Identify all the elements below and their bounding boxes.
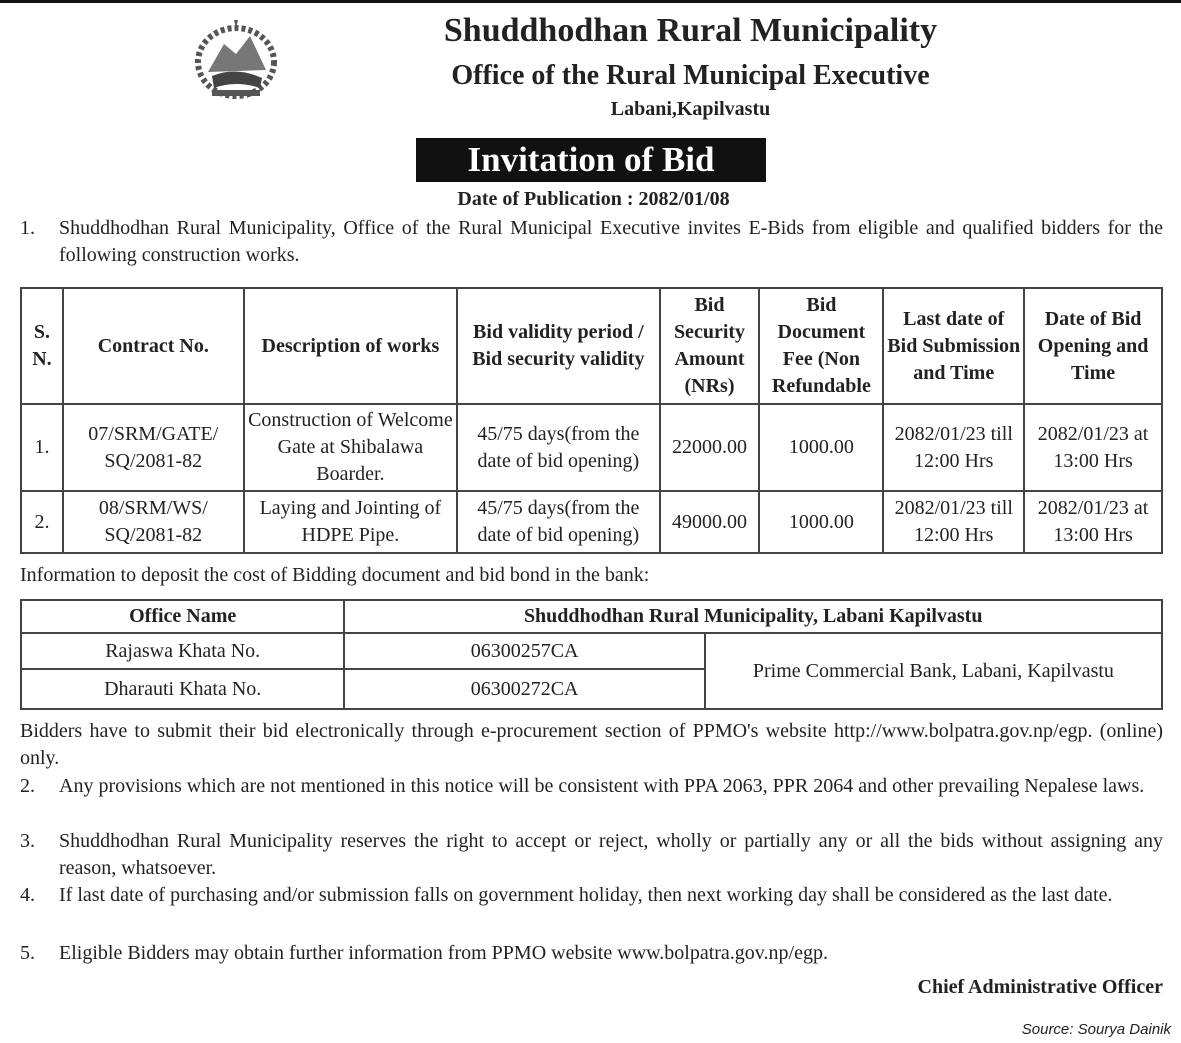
header-cell: Contract No. [63, 288, 244, 404]
cell: 08/SRM/WS/ SQ/2081-82 [63, 491, 244, 553]
submission-paragraph [20, 718, 1163, 772]
table-row [21, 633, 1162, 669]
table-row [21, 491, 1162, 553]
cell: 1000.00 [759, 491, 883, 553]
clause-number: 4. [20, 884, 35, 906]
intro-paragraph [20, 215, 1163, 269]
clause-text: If last date of purchasing and/or submission falls on government holiday, then next working day shall be considered as the last date. [59, 884, 1113, 906]
cell: 07/SRM/GATE/ SQ/2081-82 [63, 404, 244, 491]
header-cell: Office Name [21, 600, 344, 633]
location: Labani,Kapilvastu [610, 98, 771, 120]
clause-text: Shuddhodhan Rural Municipality, Office of the Rural Municipal Executive invites E-Bids from eligible and qualified bidders for the following construction works. [59, 217, 1163, 266]
clause-5 [20, 940, 1163, 967]
header-cell: Bid validity period / Bid security validity [457, 288, 659, 404]
bolpatra-link[interactable]: http://www.bolpatra.gov.np/egp [833, 720, 1088, 742]
clause-number: 5. [20, 942, 35, 964]
clause-3 [20, 828, 1163, 882]
cell: 2082/01/23 at 13:00 Hrs [1024, 404, 1162, 491]
clause-text: Eligible Bidders may obtain further information from PPMO website [59, 942, 618, 964]
submit-text-end: . (online) only. [20, 720, 1164, 769]
cell: 2082/01/23 till 12:00 Hrs [883, 404, 1024, 491]
bank-table [20, 599, 1163, 710]
cell: 45/75 days(from the date of bid opening) [457, 404, 659, 491]
cell: 49000.00 [660, 491, 760, 553]
cell: 06300272CA [344, 669, 704, 709]
header-cell: Bid Document Fee (Non Refundable [759, 288, 883, 404]
clause-4 [20, 882, 1163, 909]
cell: Laying and Jointing of HDPE Pipe. [244, 491, 457, 553]
table-row [21, 404, 1162, 491]
notice-title: Invitation of Bid [416, 138, 766, 182]
cell: 1. [21, 404, 63, 491]
office-subtitle: Office of the Rural Municipal Executive [451, 60, 930, 91]
header-cell: Description of works [244, 288, 457, 404]
clause-number: 3. [20, 830, 35, 852]
table-header-row [21, 288, 1162, 404]
bolpatra-egp-link[interactable]: www.bolpatra.gov.np/egp [617, 942, 823, 964]
header-cell: Bid Security Amount (NRs) [660, 288, 760, 404]
header-cell: Shuddhodhan Rural Municipality, Labani Kapilvastu [344, 600, 1162, 633]
bank-info-label: Information to deposit the cost of Bidding document and bid bond in the bank: [20, 564, 650, 586]
top-border [0, 0, 1181, 3]
publication-date: Date of Publication : 2082/01/08 [457, 188, 730, 210]
signature: Chief Administrative Officer [917, 976, 1163, 998]
cell: 2. [21, 491, 63, 553]
cell: 2082/01/23 till 12:00 Hrs [883, 491, 1024, 553]
bank-name-cell: Prime Commercial Bank, Labani, Kapilvastu [705, 633, 1162, 709]
cell: 22000.00 [660, 404, 760, 491]
header-cell: S. N. [21, 288, 63, 404]
cell: Rajaswa Khata No. [21, 633, 344, 669]
header-cell: Date of Bid Opening and Time [1024, 288, 1162, 404]
clause-number: 1. [20, 217, 35, 239]
cell: 1000.00 [759, 404, 883, 491]
source-credit: Source: Sourya Dainik [1021, 1021, 1171, 1038]
table-header-row [21, 600, 1162, 633]
cell: Construction of Welcome Gate at Shibalawa Boarder. [244, 404, 457, 491]
bids-table [20, 287, 1163, 554]
cell: Dharauti Khata No. [21, 669, 344, 709]
clause-text-end: . [822, 942, 828, 964]
clause-text: Any provisions which are not mentioned in this notice will be consistent with PPA 2063, PPR 2064 and other prevailing Nepalese laws. [59, 775, 1145, 797]
clause-number: 2. [20, 775, 35, 797]
cell: 06300257CA [344, 633, 704, 669]
cell: 45/75 days(from the date of bid opening) [457, 491, 659, 553]
cell: 2082/01/23 at 13:00 Hrs [1024, 491, 1162, 553]
submit-text: Bidders have to submit their bid electronically through e-procurement section of PPMO's website [20, 720, 834, 742]
municipality-title: Shuddhodhan Rural Municipality [443, 12, 938, 49]
header-cell: Last date of Bid Submission and Time [883, 288, 1024, 404]
clause-2 [20, 773, 1163, 800]
clause-text: Shuddhodhan Rural Municipality reserves the right to accept or reject, wholly or partially any or all the bids without assigning any reason, whatsoever. [59, 830, 1163, 879]
